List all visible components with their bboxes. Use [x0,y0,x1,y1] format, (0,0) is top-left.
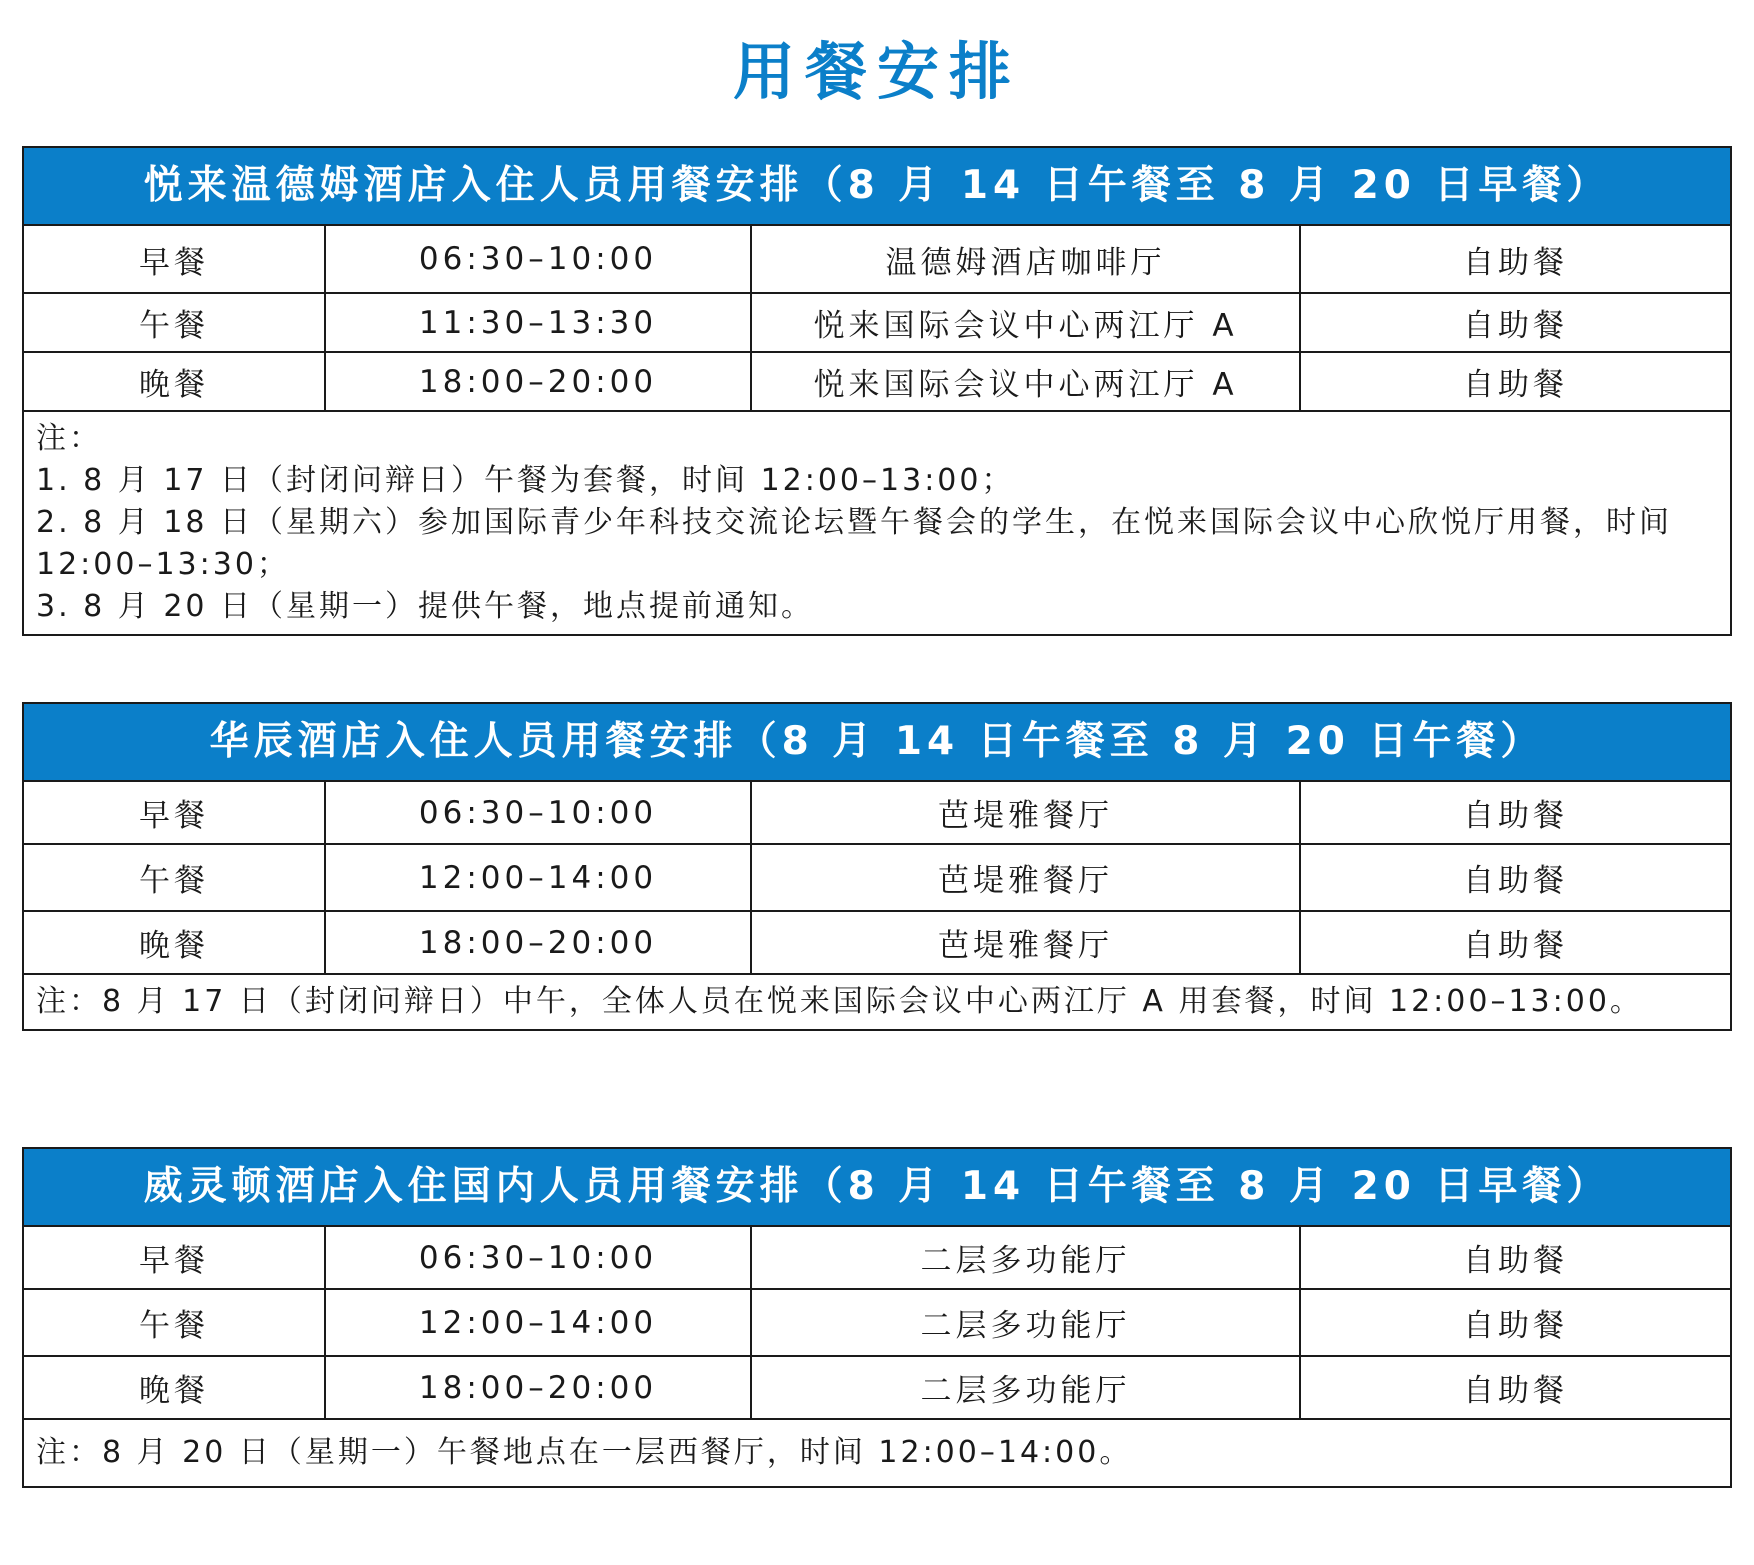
meal-location-cell: 温德姆酒店咖啡厅 [751,226,1300,293]
meal-type-cell: 自助餐 [1300,844,1730,911]
meal-type-cell: 自助餐 [1300,1289,1730,1356]
meal-time-cell: 06:30–10:00 [325,782,751,844]
meal-location-cell: 芭堤雅餐厅 [751,844,1300,911]
page-title: 用餐安排 [732,35,1021,108]
table-row [24,352,1730,411]
meal-time-cell: 18:00–20:00 [325,352,751,411]
meal-location-cell: 二层多功能厅 [751,1227,1300,1289]
meal-location-cell: 二层多功能厅 [751,1289,1300,1356]
table-row [24,226,1730,293]
table-row [24,1227,1730,1289]
note-label: 注： [36,421,102,456]
meal-location-cell: 二层多功能厅 [751,1356,1300,1419]
meal-type-cell: 自助餐 [1300,226,1730,293]
meal-location-cell: 芭堤雅餐厅 [751,782,1300,844]
section-header: 悦来温德姆酒店入住人员用餐安排（8 月 14 日午餐至 8 月 20 日早餐） [24,148,1730,226]
meal-time-cell: 06:30–10:00 [325,1227,751,1289]
meal-time-cell: 11:30–13:30 [325,293,751,352]
meal-name-cell: 午餐 [24,844,325,911]
section-header: 威灵顿酒店入住国内人员用餐安排（8 月 14 日午餐至 8 月 20 日早餐） [24,1149,1730,1227]
section-wellington-hotel [22,1147,1732,1488]
meal-table [24,1227,1730,1420]
meal-name-cell: 午餐 [24,1289,325,1356]
section-huachen-hotel [22,702,1732,1031]
meal-time-cell: 06:30–10:00 [325,226,751,293]
table-row [24,1289,1730,1356]
meal-name-cell: 晚餐 [24,1356,325,1419]
meal-name-cell: 午餐 [24,293,325,352]
meal-type-cell: 自助餐 [1300,1356,1730,1419]
meal-name-cell: 早餐 [24,782,325,844]
notes [24,1420,1730,1486]
table-row [24,911,1730,974]
table-row [24,844,1730,911]
meal-time-cell: 18:00–20:00 [325,911,751,974]
meal-table [24,226,1730,412]
note-line: 2. 8 月 18 日（星期六）参加国际青少年科技交流论坛暨午餐会的学生，在悦来国际会议中心欣悦厅用餐，时间 12:00–13:30； [36,505,1673,582]
notes [24,412,1730,634]
meal-type-cell: 自助餐 [1300,782,1730,844]
table-row [24,782,1730,844]
notes [24,975,1730,1029]
section-yuelai-wyndham [22,146,1732,636]
meal-location-cell: 芭堤雅餐厅 [751,911,1300,974]
table-row [24,1356,1730,1419]
note-line: 3. 8 月 20 日（星期一）提供午餐，地点提前通知。 [36,589,815,624]
table-row [24,293,1730,352]
note-line: 注：8 月 20 日（星期一）午餐地点在一层西餐厅，时间 12:00–14:00。 [36,1435,1133,1470]
note-line: 1. 8 月 17 日（封闭问辩日）午餐为套餐，时间 12:00–13:00； [36,463,1015,498]
section-header: 华辰酒店入住人员用餐安排（8 月 14 日午餐至 8 月 20 日午餐） [24,704,1730,782]
meal-time-cell: 12:00–14:00 [325,844,751,911]
meal-type-cell: 自助餐 [1300,352,1730,411]
meal-time-cell: 18:00–20:00 [325,1356,751,1419]
meal-type-cell: 自助餐 [1300,911,1730,974]
note-line: 注：8 月 17 日（封闭问辩日）中午，全体人员在悦来国际会议中心两江厅 A 用套餐，时间 12:00–13:00。 [36,984,1643,1019]
meal-type-cell: 自助餐 [1300,293,1730,352]
meal-type-cell: 自助餐 [1300,1227,1730,1289]
meal-table [24,782,1730,975]
meal-name-cell: 晚餐 [24,352,325,411]
meal-time-cell: 12:00–14:00 [325,1289,751,1356]
meal-name-cell: 早餐 [24,1227,325,1289]
meal-name-cell: 早餐 [24,226,325,293]
meal-location-cell: 悦来国际会议中心两江厅 A [751,352,1300,411]
meal-name-cell: 晚餐 [24,911,325,974]
meal-location-cell: 悦来国际会议中心两江厅 A [751,293,1300,352]
